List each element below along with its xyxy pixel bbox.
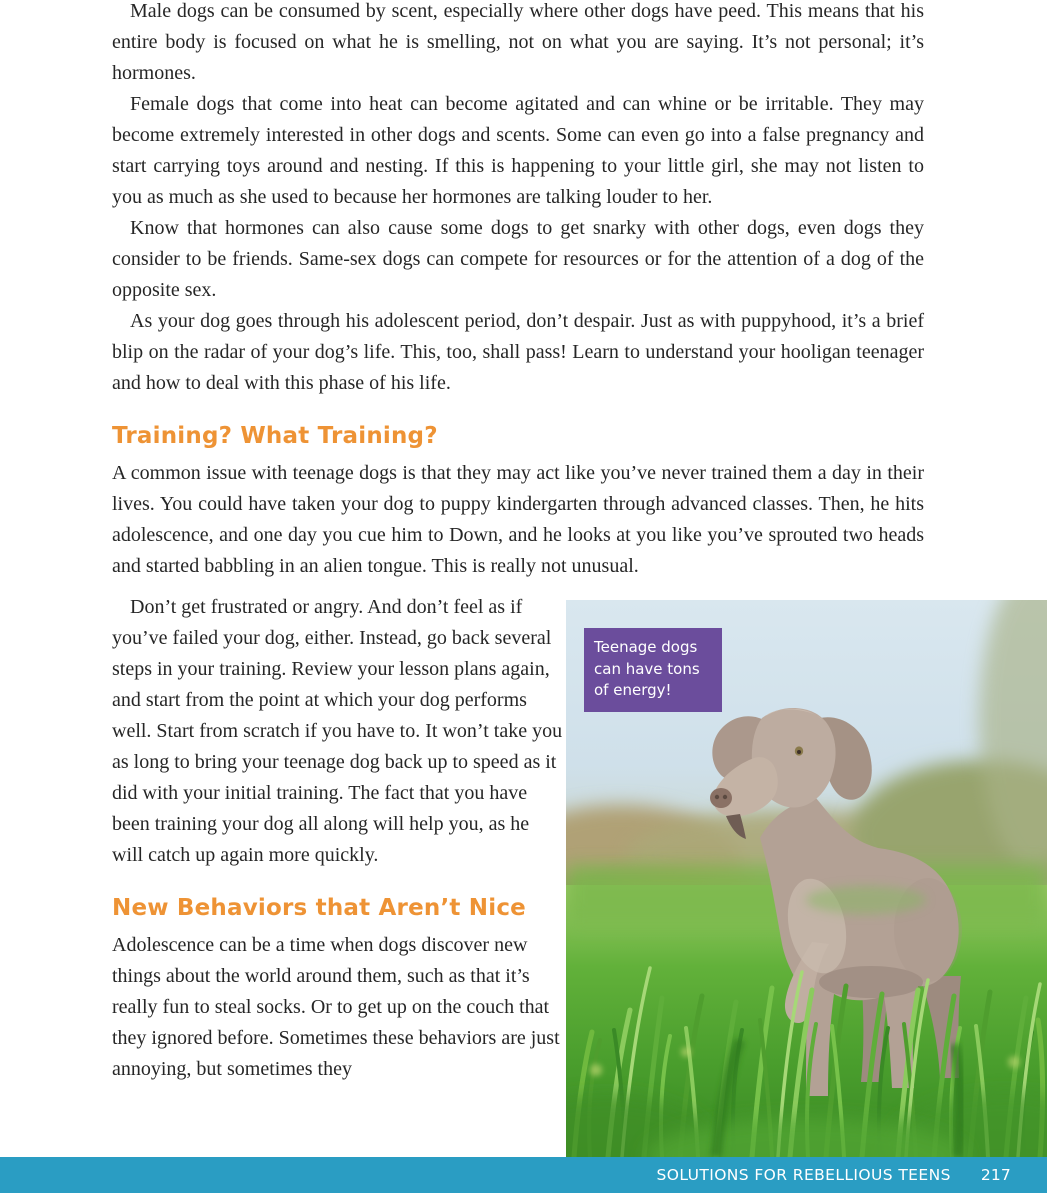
footer-bar bbox=[0, 1157, 1047, 1193]
dog-photo bbox=[566, 600, 1047, 1157]
section-heading-new-behaviors: New Behaviors that Aren’t Nice bbox=[112, 895, 526, 921]
photo-caption-box bbox=[584, 628, 722, 712]
footer-page-number: 217 bbox=[980, 1166, 1011, 1184]
paragraph-dont-get-frustrated: Don’t get frustrated or angry. And don’t feel as if you’ve failed your dog, either. Instead, go back several steps in your training. Review your lesson plans again, and start from the point at which your dog performs well. Start from scratch if you have to. It won’t take you as long to bring your teenage dog back up to speed as it did with your initial training. The fact that you have been training your dog all along will help you, as he will catch up again more quickly. bbox=[112, 596, 563, 866]
paragraph-adolescence-discover: Adolescence can be a time when dogs discover new things about the world around them, such as that it’s really fun to steal socks. Or to get up on the couch that they ignored before. Sometimes these behaviors are just annoying, but sometimes they bbox=[112, 934, 560, 1080]
body-text-column bbox=[112, 0, 924, 582]
photo-caption-text: Teenage dogs can have tons of energy! bbox=[594, 638, 700, 699]
paragraph-adolescent-period: As your dog goes through his adolescent period, don’t despair. Just as with puppyhood, it’s a brief blip on the radar of your dog’s life. This, too, shall pass! Learn to understand your hooligan teenager and how to deal with this phase of his life. bbox=[112, 310, 924, 394]
paragraph-male-dogs: Male dogs can be consumed by scent, especially where other dogs have peed. This means that his entire body is focused on what he is smelling, not on what you are saying. It’s not personal; it’s hormones. bbox=[112, 0, 924, 84]
paragraph-common-issue: A common issue with teenage dogs is that they may act like you’ve never trained them a day in their lives. You could have taken your dog to puppy kindergarten through advanced classes. Then, he hits adolescence, and one day you cue him to Down, and he looks at you like you’ve sprouted two heads and started babbling in an alien tongue. This is really not unusual. bbox=[112, 462, 924, 577]
footer-chapter-title: SOLUTIONS FOR REBELLIOUS TEENS bbox=[656, 1166, 951, 1184]
paragraph-hormones-snarky: Know that hormones can also cause some dogs to get snarky with other dogs, even dogs they consider to be friends. Same-sex dogs can compete for resources or for the attention of a dog of the opposite sex. bbox=[112, 217, 924, 301]
left-text-column bbox=[112, 592, 564, 1085]
section-heading-training: Training? What Training? bbox=[112, 423, 438, 449]
paragraph-female-dogs: Female dogs that come into heat can become agitated and can whine or be irritable. They may become extremely interested in other dogs and scents. Some can even go into a false pregnancy and start carrying toys around and nesting. If this is happening to your little girl, she may not listen to you as much as she used to because her hormones are talking louder to her. bbox=[112, 93, 924, 208]
